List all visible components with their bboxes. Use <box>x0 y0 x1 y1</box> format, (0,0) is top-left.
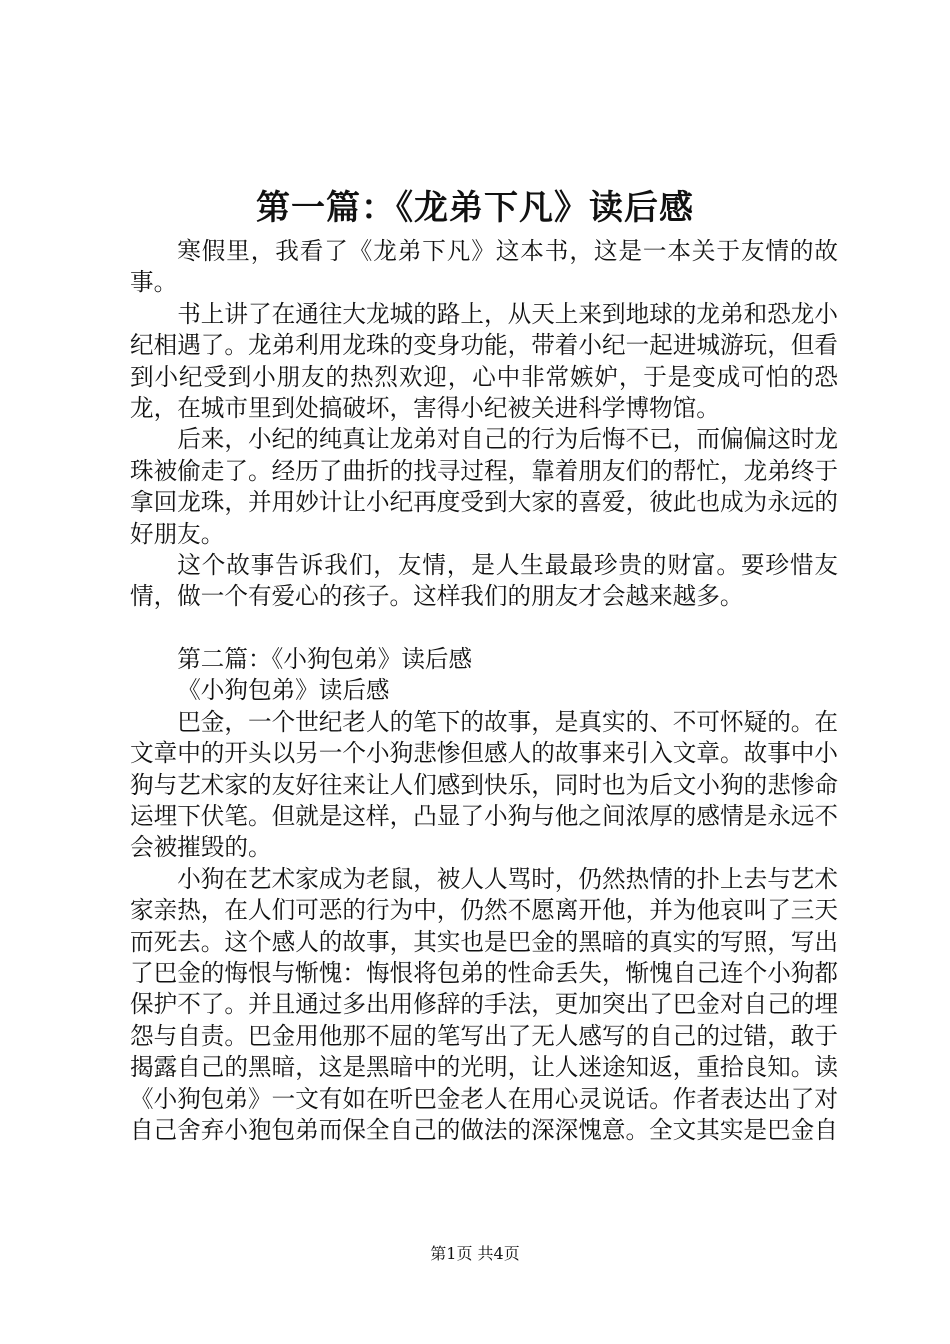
section-subheading: 《小狗包弟》读后感 <box>177 676 390 705</box>
paragraph: 寒假里，我看了《龙弟下凡》这本书，这是一本关于友情的故事。 <box>130 237 838 297</box>
paragraph: 后来，小纪的纯真让龙弟对自己的行为后悔不已，而偏偏这时龙珠被偷走了。经历了曲折的找寻过程，靠着朋友们的帮忙，龙弟终于拿回龙珠，并用妙计让小纪再度受到大家的喜爱，彼此也成为永远的好朋友。 <box>130 425 838 548</box>
document-title: 第一篇：《龙弟下凡》读后感 <box>256 188 694 228</box>
page-number-footer: 第1页 共4页 <box>430 1244 520 1263</box>
section-spacer <box>130 613 838 644</box>
paragraph: 巴金，一个世纪老人的笔下的故事，是真实的、不可怀疑的。在文章中的开头以另一个小狗悲惨但感人的故事来引入文章。故事中小狗与艺术家的友好往来让人们感到快乐，同时也为后文小狗的悲惨命运埋下伏笔。但就是这样，凸显了小狗与他之间浓厚的感情是永远不会被摧毁的。 <box>130 707 838 862</box>
paragraph: 小狗在艺术家成为老鼠，被人人骂时，仍然热情的扑上去与艺术家亲热，在人们可恶的行为中，仍然不愿离开他，并为他哀叫了三天而死去。这个感人的故事，其实也是巴金的黑暗的真实的写照，写出了巴金的悔恨与惭愧：悔恨将包弟的性命丢失，惭愧自己连个小狗都保护不了。并且通过多出用修辞的手法，更加突出了巴金对自己的埋怨与自责。巴金用他那不屈的笔写出了无人感写的自己的过错，敢于揭露自己的黑暗，这是黑暗中的光明，让人迷途知返，重拾良知。读《小狗包弟》一文有如在听巴金老人在用心灵说话。作者表达出了对自己舍弃小狍包弟而保全自己的做法的深深愧意。全文其实是巴金自 <box>130 864 838 1144</box>
section-heading: 第二篇：《小狗包弟》读后感 <box>177 644 473 673</box>
paragraph: 书上讲了在通往大龙城的路上，从天上来到地球的龙弟和恐龙小纪相遇了。龙弟利用龙珠的变身功能，带着小纪一起进城游玩，但看到小纪受到小朋友的热烈欢迎，心中非常嫉妒，于是变成可怕的恐龙，在城市里到处搞破坏，害得小纪被关进科学博物馆。 <box>130 299 838 423</box>
document-body <box>130 236 838 1146</box>
paragraph: 这个故事告诉我们，友情，是人生最最珍贵的财富。要珍惜友情，做一个有爱心的孩子。这样我们的朋友才会越来越多。 <box>130 551 838 611</box>
